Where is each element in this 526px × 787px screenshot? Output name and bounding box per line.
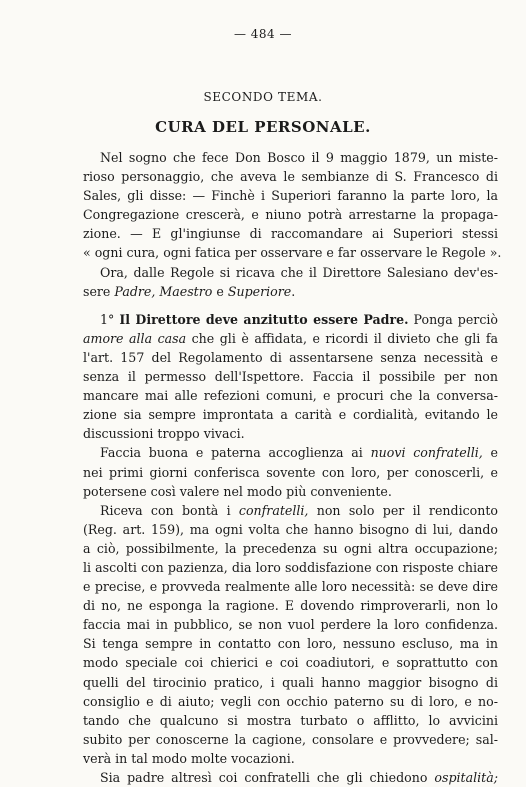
text-line: Ora, dalle Regole si ricava che il Direttore Salesiano dev'es- xyxy=(100,264,498,280)
text-line: modo speciale coi chierici e coi coadiutori, e soprattutto con xyxy=(83,655,498,671)
text-line: rioso personaggio, che aveva le sembianze di S. Francesco di xyxy=(83,169,498,185)
text-line: l'art. 157 del Regolamento di assentarsene senza necessità e xyxy=(83,349,498,365)
text-line: Nel sogno che fece Don Bosco il 9 maggio 1879, un miste- xyxy=(100,150,498,165)
section-title: CURA DEL PERSONALE. xyxy=(155,118,371,136)
text-line: 1° Il Direttore deve anzitutto essere Padre. Ponga perciò xyxy=(100,311,498,327)
text-line: mancare mai alle refezioni comuni, e procuri che la conversa- xyxy=(83,388,498,404)
text-line: Sales, gli disse: — Finchè i Superiori faranno la parte loro, la xyxy=(83,188,498,204)
page-number: — 484 — xyxy=(233,27,293,41)
paragraph xyxy=(83,501,498,768)
text-line: Congregazione crescerà, e niuno potrà arrestarne la propaga- xyxy=(83,207,498,223)
text-line: nei primi giorni conferisca sovente con loro, per conoscerli, e xyxy=(83,464,498,480)
paragraph xyxy=(83,768,498,787)
bold-heading: Il Direttore deve anzitutto essere Padre. xyxy=(119,311,409,327)
text-line: potersene così valere nel modo più conveniente. xyxy=(83,483,392,499)
text-line: zione. — E gl'ingiunse di raccomandare ai Superiori stessi xyxy=(83,226,498,242)
body-text xyxy=(83,148,502,787)
text-line: sere Padre, Maestro e Superiore. xyxy=(83,283,296,299)
text-line: e precise, e provveda realmente alle loro necessità: se deve dire xyxy=(83,579,498,595)
text-line: di no, ne esponga la ragione. E dovendo rimproverarli, non lo xyxy=(83,598,498,614)
text-line: « ogni cura, ogni fatica per osservare e far osservare le Regole ». xyxy=(83,245,502,261)
text-line: Riceva con bontà i confratelli, non solo per il rendiconto xyxy=(100,502,498,518)
text-line: zione sia sempre improntata a carità e cordialità, evitando le xyxy=(83,407,498,423)
paragraph xyxy=(83,443,498,500)
text-line: li ascolti con pazienza, dia loro soddisfazione con risposte chiare xyxy=(83,559,498,575)
text-line: senza il permesso dell'Ispettore. Faccia il possibile per non xyxy=(83,369,498,385)
text-line: discussioni troppo vivaci. xyxy=(83,426,245,442)
text-line: subito per conoscerne la cagione, consolare e provvedere; sal- xyxy=(83,731,498,747)
section-subtitle: SECONDO TEMA. xyxy=(203,90,323,104)
text-line: Faccia buona e paterna accoglienza ai nuovi confratelli, e xyxy=(100,445,498,461)
paragraph xyxy=(83,263,498,301)
text-line: faccia mai in pubblico, se non vuol perdere la loro confidenza. xyxy=(83,617,498,633)
text-line: tando che qualcuno si mostra turbato o afflitto, lo avvicini xyxy=(83,712,498,728)
text-line: quelli del tirocinio pratico, i quali hanno maggior bisogno di xyxy=(83,674,498,690)
paragraph xyxy=(83,148,502,263)
text-line: verà in tal modo molte vocazioni. xyxy=(83,750,295,766)
text-line: (Reg. art. 159), ma ogni volta che hanno bisogno di lui, dando xyxy=(83,521,498,537)
text-line: consiglio e di aiuto; vegli con occhio paterno su di loro, e no- xyxy=(83,693,498,709)
paragraph xyxy=(83,310,498,444)
text-line: a ciò, possibilmente, la precedenza su ogni altra occupazione; xyxy=(83,540,498,556)
text-line: Sia padre altresì coi confratelli che gli chiedono ospitalità; xyxy=(100,770,498,785)
text-line: amore alla casa che gli è affidata, e ricordi il divieto che gli fa xyxy=(83,330,498,346)
text-line: Si tenga sempre in contatto con loro, nessuno escluso, ma in xyxy=(83,636,498,652)
